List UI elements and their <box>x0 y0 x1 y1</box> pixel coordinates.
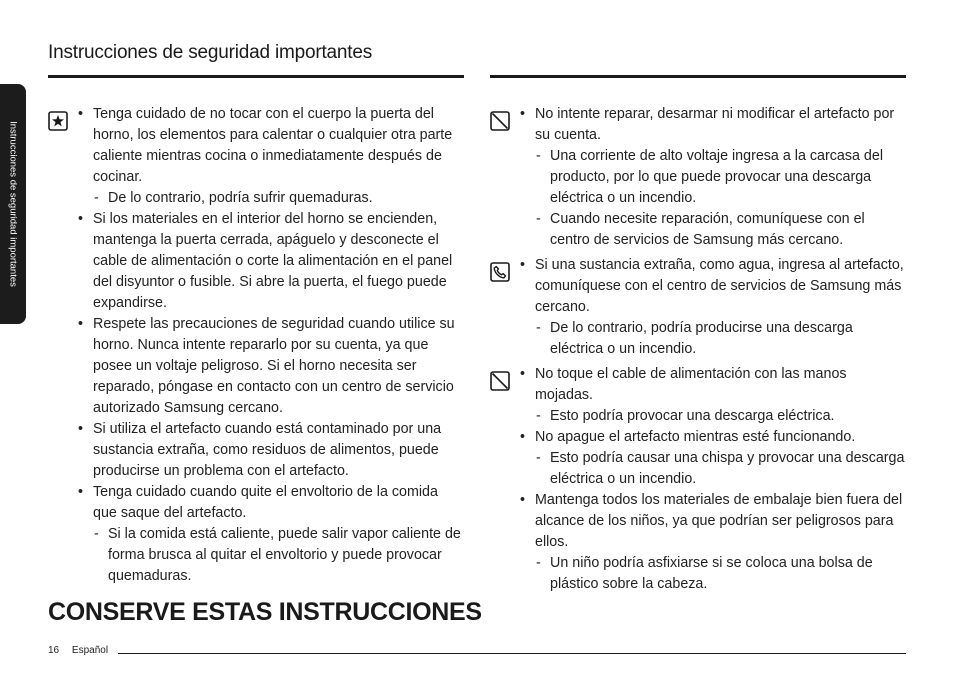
instruction-text: No apague el artefacto mientras esté funcionando. <box>535 429 856 445</box>
instruction-group <box>48 104 464 587</box>
instruction-item <box>520 364 906 427</box>
instruction-text: Mantenga todos los materiales de embalaje bien fuera del alcance de los niños, ya que podrían ser peligrosos para ellos. <box>535 492 903 550</box>
instruction-sub-item: - Un niño podría asfixiarse si se coloca una bolsa de plástico sobre la cabeza. <box>535 553 906 595</box>
instruction-text: Si una sustancia extraña, como agua, ingresa al artefacto, comuníquese con el centro de servicios de Samsung más cercano. <box>535 257 904 315</box>
header-rule-left <box>48 75 464 78</box>
instruction-text: Si utiliza el artefacto cuando está contaminado por una sustancia extraña, como residuos de alimentos, puede producirse un problema con el artefacto. <box>93 421 442 479</box>
instruction-sub-list <box>535 406 906 427</box>
instruction-item <box>78 209 464 314</box>
instruction-item <box>520 490 906 595</box>
right-column <box>490 104 906 595</box>
instruction-item <box>78 104 464 209</box>
header-rule-right <box>490 75 906 78</box>
instruction-item <box>78 482 464 587</box>
instruction-sub-list <box>535 146 906 251</box>
instruction-sub-list <box>535 553 906 595</box>
instruction-sub-item: - Una corriente de alto voltaje ingresa a la carcasa del producto, por lo que puede provocar una descarga eléctrica o un incendio. <box>535 146 906 209</box>
closing-statement: CONSERVE ESTAS INSTRUCCIONES <box>48 598 482 626</box>
instruction-sub-list <box>535 448 906 490</box>
instruction-list <box>520 104 906 251</box>
instruction-sub-item: - Esto podría causar una chispa y provocar una descarga eléctrica o un incendio. <box>535 448 906 490</box>
instruction-sub-list <box>535 318 906 360</box>
section-title: Instrucciones de seguridad importantes <box>48 42 373 63</box>
instruction-text: No intente reparar, desarmar ni modificar el artefacto por su cuenta. <box>535 106 895 143</box>
instruction-item <box>78 419 464 482</box>
footer <box>48 645 108 656</box>
footer-language: Español <box>71 645 109 656</box>
phone-icon <box>490 262 510 282</box>
instruction-text: Si los materiales en el interior del horno se encienden, mantenga la puerta cerrada, apáguelo y desconecte el cable de alimentación o corte la alimentación en el panel del disyuntor o fusible. Si abre la puerta, el fuego puede expandirse. <box>93 211 453 311</box>
instruction-sub-item: - Cuando necesite reparación, comuníquese con el centro de servicios de Samsung más cercano. <box>535 209 906 251</box>
instruction-group <box>490 104 906 251</box>
instruction-sub-item: - De lo contrario, podría sufrir quemaduras. <box>93 188 464 209</box>
instruction-sub-list <box>93 188 464 209</box>
instruction-list <box>520 364 906 595</box>
instruction-text: Tenga cuidado de no tocar con el cuerpo la puerta del horno, los elementos para calentar o cualquier otra parte caliente mientras cocina o inmediatamente después de cocinar. <box>93 106 453 185</box>
instruction-item <box>520 427 906 490</box>
instruction-text: Tenga cuidado cuando quite el envoltorio de la comida que saque del artefacto. <box>93 484 438 521</box>
instruction-group <box>490 364 906 595</box>
star-box-icon <box>48 111 68 131</box>
instruction-item <box>78 314 464 419</box>
left-column <box>48 104 464 587</box>
instruction-list <box>520 255 906 360</box>
instruction-sub-item: - Esto podría provocar una descarga eléctrica. <box>535 406 906 427</box>
instruction-item <box>520 104 906 251</box>
instruction-group <box>490 255 906 360</box>
instruction-item <box>520 255 906 360</box>
page-number: 16 <box>48 645 60 656</box>
instruction-sub-list <box>93 524 464 587</box>
prohibited-icon <box>490 111 510 131</box>
instruction-list <box>78 104 464 587</box>
instruction-text: Respete las precauciones de seguridad cuando utilice su horno. Nunca intente repararlo por su cuenta, ya que posee un voltaje peligroso. Si el horno necesita ser reparado, póngase en contacto con un centro de servicio autorizado Samsung cercano. <box>93 316 455 416</box>
instruction-text: No toque el cable de alimentación con las manos mojadas. <box>535 366 847 403</box>
side-section-tab <box>0 84 26 324</box>
prohibited-icon <box>490 371 510 391</box>
instruction-sub-item: - De lo contrario, podría producirse una descarga eléctrica o un incendio. <box>535 318 906 360</box>
side-tab-label: Instrucciones de seguridad importantes <box>7 121 19 287</box>
footer-rule <box>118 653 906 654</box>
instruction-sub-item: - Si la comida está caliente, puede salir vapor caliente de forma brusca al quitar el envoltorio y puede provocar quemaduras. <box>93 524 464 587</box>
